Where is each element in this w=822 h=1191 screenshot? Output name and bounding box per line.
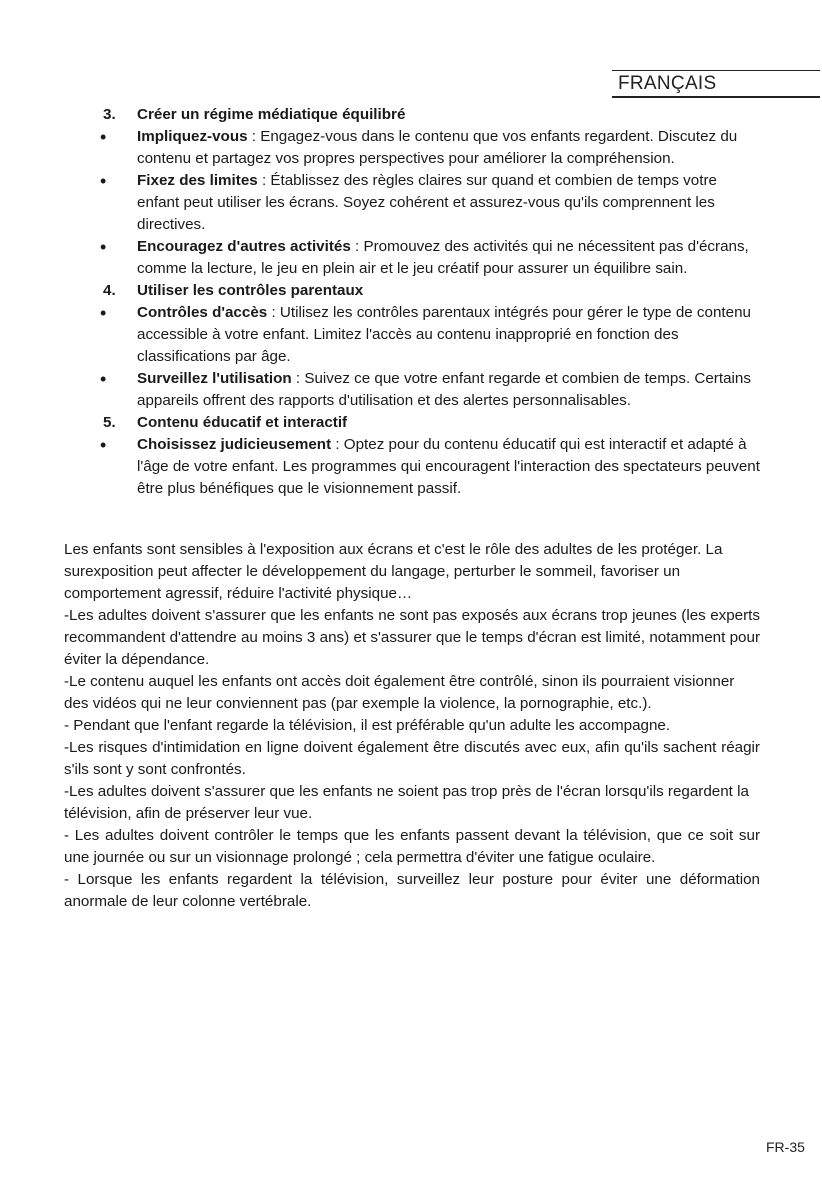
list-item <box>0 434 822 500</box>
paragraph-distance: -Les adultes doivent s'assurer que les enfants ne soient pas trop près de l'écran lorsqu'ils regardent la télévision, afin de préserver leur vue. <box>64 783 749 822</box>
item-text: : Engagez-vous dans le contenu que vos enfants regardent. Discutez du contenu et partagez vos propres perspectives pour améliorer la compréhension. <box>137 128 738 167</box>
bullet-icon: • <box>100 171 107 191</box>
paragraph-intro: Les enfants sont sensibles à l'exposition aux écrans et c'est le rôle des adultes de les protéger. La surexposition peut affecter le développement du langage, perturber le sommeil, favoriser un comportement agressif, réduire l'activité physique… <box>64 541 723 602</box>
item-term: Choisissez judicieusement <box>137 436 332 453</box>
section-heading <box>0 280 822 302</box>
bullet-icon: • <box>100 127 107 147</box>
section-number: 5. <box>103 414 116 431</box>
section-title: Contenu éducatif et interactif <box>137 414 348 431</box>
bullet-icon: • <box>100 435 107 455</box>
item-term: Fixez des limites <box>137 172 258 189</box>
list-item <box>0 236 822 280</box>
section-title: Utiliser les contrôles parentaux <box>137 282 364 299</box>
section-number: 4. <box>103 282 116 299</box>
language-header: FRANÇAIS <box>618 73 717 94</box>
item-text: : Promouvez des activités qui ne nécessitent pas d'écrans, comme la lecture, le jeu en plein air et le jeu créatif pour assurer un équilibre sain. <box>137 238 749 277</box>
item-text: : Utilisez les contrôles parentaux intégrés pour gérer le type de contenu accessible à votre enfant. Limitez l'accès au contenu inapproprié en fonction des classifications par âge. <box>137 304 751 365</box>
paragraph-posture: - Lorsque les enfants regardent la télévision, surveillez leur posture pour éviter une déformation anormale de leur colonne vertébrale. <box>64 871 760 910</box>
list-item <box>0 126 822 170</box>
bullet-icon: • <box>100 303 107 323</box>
guidelines-list <box>0 104 822 500</box>
page-number: FR-35 <box>766 1139 805 1155</box>
body-text <box>64 539 760 913</box>
header-rule-top <box>612 70 820 71</box>
item-term: Contrôles d'accès <box>137 304 268 321</box>
paragraph-screen-time: - Les adultes doivent contrôler le temps que les enfants passent devant la télévision, que ce soit sur une journée ou sur un visionnage prolongé ; cela permettra d'éviter une fatigue oculaire. <box>64 827 760 866</box>
section-title: Créer un régime médiatique équilibré <box>137 106 406 123</box>
list-item <box>0 302 822 368</box>
item-text: : Suivez ce que votre enfant regarde et combien de temps. Certains appareils offrent des rapports d'utilisation et des alertes personnalisables. <box>137 370 751 409</box>
item-term: Surveillez l'utilisation <box>137 370 292 387</box>
bullet-icon: • <box>100 369 107 389</box>
paragraph-accompany: - Pendant que l'enfant regarde la télévision, il est préférable qu'un adulte les accompagne. <box>64 717 671 734</box>
item-text: : Optez pour du contenu éducatif qui est interactif et adapté à l'âge de votre enfant. Les programmes qui encouragent l'interaction des spectateurs peuvent être plus bénéfiques que le visionnement passif. <box>137 436 760 497</box>
paragraph-cyberbullying: -Les risques d'intimidation en ligne doivent également être discutés avec eux, afin qu'ils sachent réagir s'ils sont y sont confrontés. <box>64 739 760 778</box>
header-rule-bottom <box>612 96 820 98</box>
section-heading <box>0 104 822 126</box>
paragraph-content-control: -Le contenu auquel les enfants ont accès doit également être contrôlé, sinon ils pourraient visionner des vidéos qui ne leur conviennent pas (par exemple la violence, la pornographie, etc.). <box>64 673 735 712</box>
list-item <box>0 170 822 236</box>
item-term: Encouragez d'autres activités <box>137 238 351 255</box>
section-heading <box>0 412 822 434</box>
item-term: Impliquez-vous <box>137 128 248 145</box>
item-text: : Établissez des règles claires sur quand et combien de temps votre enfant peut utiliser les écrans. Soyez cohérent et assurez-vous qu'ils comprennent les directives. <box>137 172 717 233</box>
list-item <box>0 368 822 412</box>
section-number: 3. <box>103 106 116 123</box>
paragraph-age-limit: -Les adultes doivent s'assurer que les enfants ne sont pas exposés aux écrans trop jeunes (les experts recommandent d'attendre au moins 3 ans) et s'assurer que le temps d'écran est limité, notamment pour éviter la dépendance. <box>64 607 760 668</box>
bullet-icon: • <box>100 237 107 257</box>
